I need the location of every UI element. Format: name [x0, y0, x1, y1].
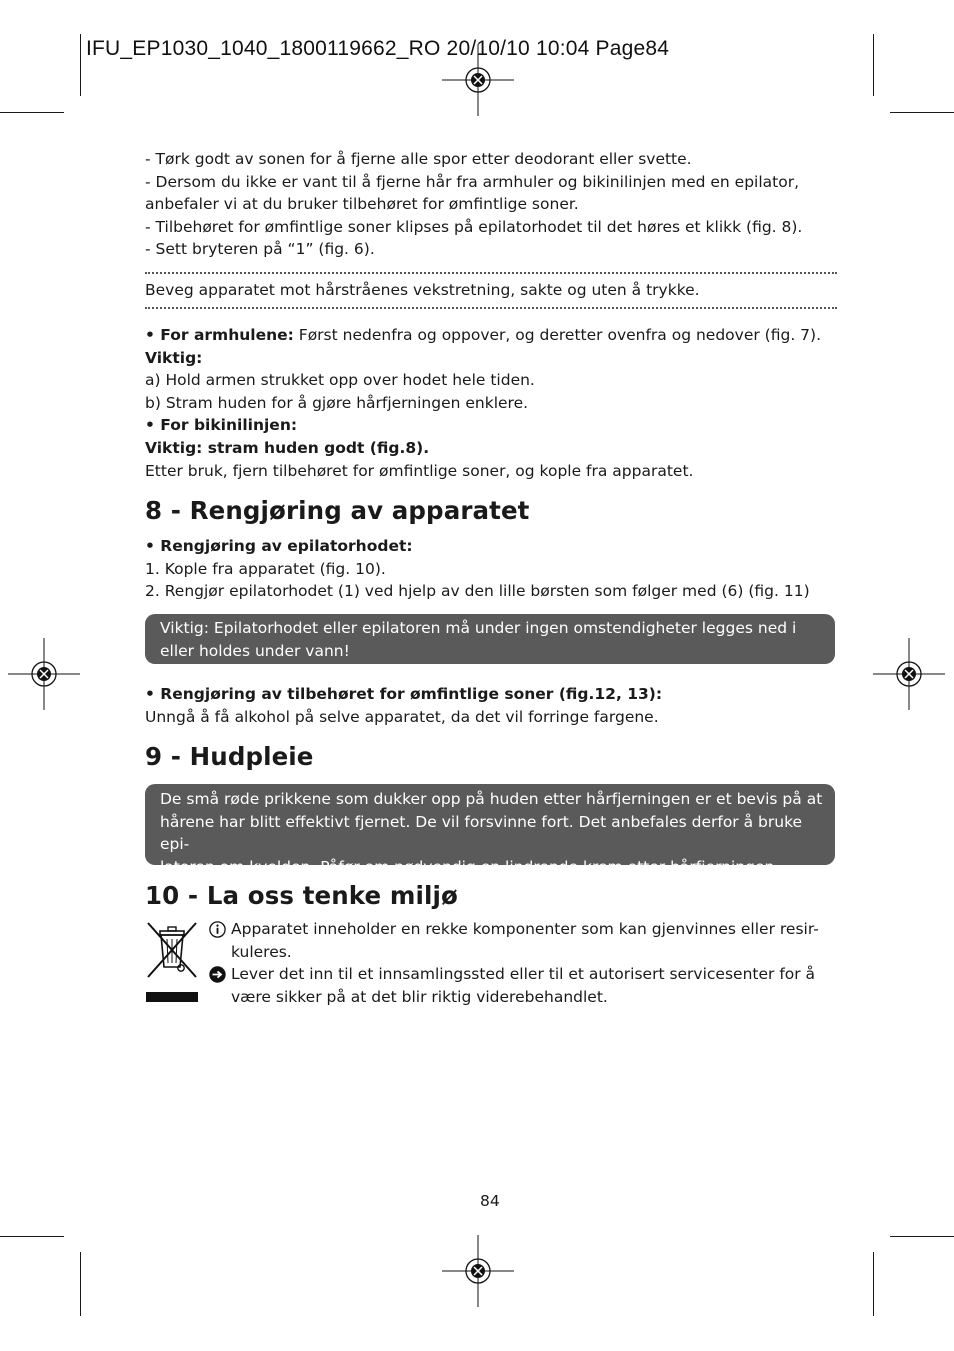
boxed-tip: Beveg apparatet mot hårstråenes vekstretning, sakte og uten å trykke. [145, 281, 700, 299]
crossed-bin-icon [146, 921, 198, 979]
intro-line: - Sett bryteren på “1” (fig. 6). [145, 240, 375, 259]
cleaning-step: 2. Rengjør epilatorhodet (1) ved hjelp av den lille børsten som følger med (6) (fig. 11) [145, 582, 810, 601]
crop-mark [873, 34, 874, 96]
bin-underline-bar [146, 992, 198, 1002]
section-10-title: 10 - La oss tenke miljø [145, 881, 458, 910]
registration-mark-icon [440, 1233, 516, 1309]
after-use-text: Etter bruk, fjern tilbehøret for ømfintlige soner, og kople fra apparatet. [145, 461, 694, 480]
note-line: hårene har blitt effektivt fjernet. De vil forsvinne fort. Det anbefales derfor å bruke epi- [160, 812, 803, 854]
arrow-icon [209, 963, 231, 990]
armpit-step-a: a) Hold armen strukket opp over hodet hele tiden. [145, 371, 535, 390]
armpit-important: Viktig: [145, 348, 203, 367]
environment-list [209, 918, 835, 1008]
note-line: latoren om kvelden. Påfør om nødvendig en lindrende krem etter hårfjerningen. [160, 857, 780, 876]
section-8-title: 8 - Rengjøring av apparatet [145, 496, 530, 525]
intro-line: - Tørk godt av sonen for å fjerne alle spor etter deodorant eller svette. [145, 150, 692, 168]
intro-text [145, 148, 837, 261]
accessory-subhead: • Rengjøring av tilbehøret for ømfintlige soner (fig.12, 13): [145, 685, 663, 703]
registration-mark-icon [871, 636, 947, 712]
info-icon [209, 918, 231, 945]
bikini-important: Viktig: stram huden godt (fig.8). [145, 438, 430, 457]
divider [145, 272, 837, 274]
env-text-line: Lever det inn til et innsamlingssted eller til et autorisert servicesenter for å [231, 965, 816, 984]
crop-mark [80, 34, 81, 96]
skin-care-box [145, 784, 835, 876]
crop-mark [890, 1236, 954, 1237]
section-9-title: 9 - Hudpleie [145, 742, 314, 771]
list-item [209, 918, 835, 963]
divider [145, 307, 837, 309]
cleaning-step: 1. Kople fra apparatet (fig. 10). [145, 559, 386, 578]
env-text-line: Apparatet inneholder en rekke komponenter som kan gjenvinnes eller resir- [231, 920, 819, 938]
crop-mark [890, 112, 954, 113]
crop-mark [0, 1236, 64, 1237]
intro-line: - Dersom du ikke er vant til å fjerne hår fra armhuler og bikinilinjen med en epilator, [145, 172, 800, 191]
list-item [209, 963, 835, 1008]
accessory-text: Unngå å få alkohol på selve apparatet, da det vil forringe fargene. [145, 707, 659, 726]
armpit-text: Først nedenfra og oppover, og deretter ovenfra og nedover (fig. 7). [293, 326, 822, 344]
warning-box [145, 614, 835, 664]
intro-line: anbefaler vi at du bruker tilbehøret for ømfintlige soner. [145, 195, 579, 214]
bikini-label: • For bikinilinjen: [145, 416, 298, 435]
armpit-line [145, 324, 837, 347]
page-number: 84 [480, 1192, 500, 1210]
registration-mark-icon [6, 636, 82, 712]
note-line: De små røde prikkene som dukker opp på huden etter hårfjerningen er et bevis på at [160, 790, 823, 808]
cleaning-instructions [145, 535, 837, 603]
warning-line: eller holdes under vann! [160, 641, 350, 660]
armpit-step-b: b) Stram huden for å gjøre hårfjerningen enklere. [145, 393, 529, 412]
cleaning-subhead: • Rengjøring av epilatorhodet: [145, 537, 413, 555]
warning-line: Viktig: Epilatorhodet eller epilatoren må under ingen omstendigheter legges ned i [160, 619, 797, 637]
crop-mark [0, 112, 64, 113]
registration-mark-icon [440, 42, 516, 118]
usage-instructions [145, 324, 837, 482]
env-text-line: kuleres. [231, 942, 292, 961]
env-text-line: være sikker på at det blir riktig viderebehandlet. [231, 987, 608, 1006]
crop-mark [80, 1252, 81, 1316]
slug-line: IFU_EP1030_1040_1800119662_RO 20/10/10 10:04 Page84 [86, 37, 670, 60]
crop-mark [873, 1252, 874, 1316]
armpit-label: • For armhulene: [145, 326, 294, 344]
intro-line: - Tilbehøret for ømfintlige soner klipses på epilatorhodet til det høres et klikk (fig. 8). [145, 217, 803, 236]
accessory-cleaning [145, 683, 837, 728]
